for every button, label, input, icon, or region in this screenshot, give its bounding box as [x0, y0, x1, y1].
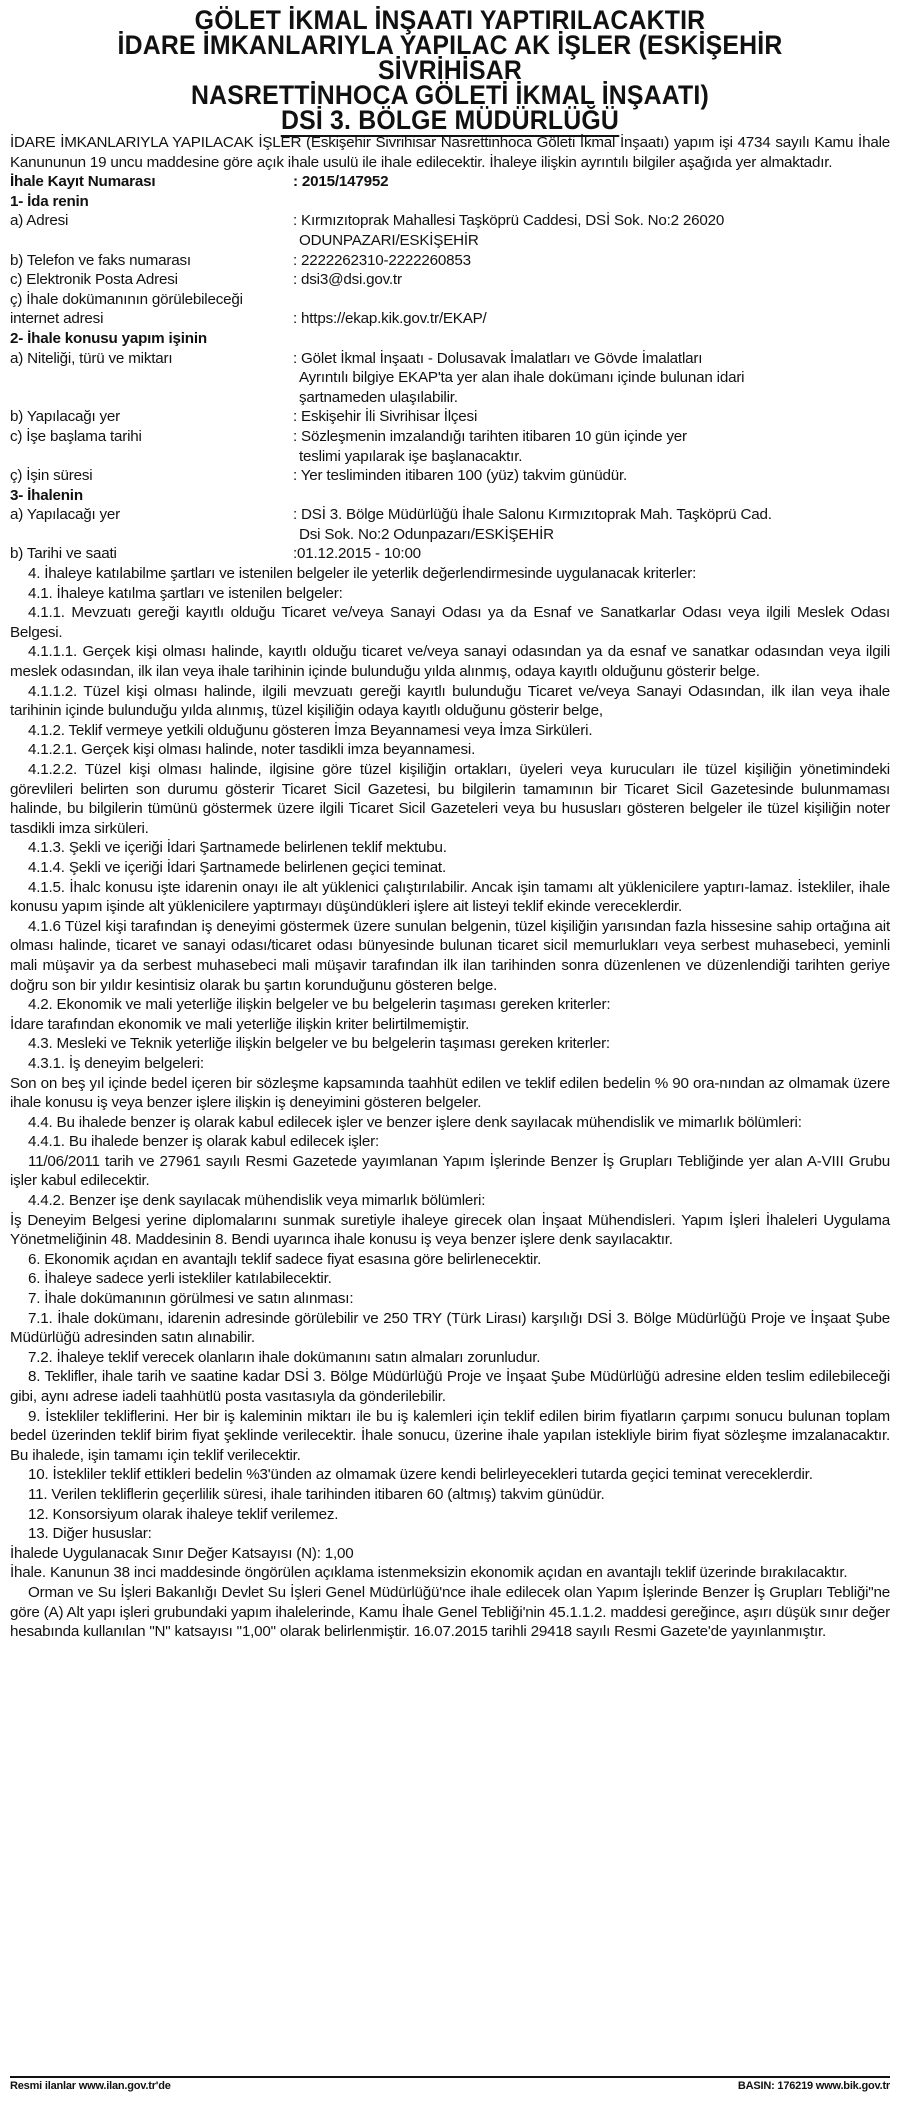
header-line-3: NASRETTİNHOCA GÖLETİ İKMAL İNŞAATI) [191, 80, 709, 110]
s3-a-value: : DSİ 3. Bölge Müdürlüğü İhale Salonu Kırmızıtoprak Mah. Taşköprü Cad. [293, 506, 772, 524]
para-4-3-1: 4.3.1. İş deneyim belgeleri: [28, 1054, 204, 1072]
para-4-4: 4.4. Bu ihalede benzer iş olarak kabul edilecek işler ve benzer işlere denk sayılacak mühendislik ve mimarlık bölümleri: [28, 1113, 802, 1131]
s3-a-label: a) Yapılacağı yer [10, 506, 121, 524]
s2-d-label: ç) İşin süresi [10, 467, 93, 485]
intro-paragraph: İDARE İMKANLARIYLA YAPILACAK İŞLER (Eskişehir Sivrihisar Nasrettinhoca Göleti İkmal İnşaatı) yapım işi 4734 sayılı Kamu İhale Kanununun 19 uncu maddesine göre açık ihale usulü ile ihale edilecektir. İhaleye ilişkin ayrıntılı bilgiler aşağıda yer almaktadır. [10, 134, 890, 171]
s2-a-label: a) Niteliği, türü ve miktarı [10, 349, 173, 367]
s2-a-cont-2: şartnameden ulaşılabilir. [299, 388, 458, 406]
s2-c-row [10, 427, 890, 447]
para-7-2: 7.2. İhaleye teklif verecek olanların ihale dokümanını satın almaları zorunludur. [28, 1348, 541, 1366]
para-4-1: 4.1. İhaleye katılma şartları ve istenilen belgeler: [28, 584, 343, 602]
header-line-4 [45, 105, 855, 135]
para-4-1-3: 4.1.3. Şekli ve içeriği İdari Şartnamede belirlenen teklif mektubu. [28, 839, 447, 857]
s2-d-row [10, 466, 890, 486]
ilan-header [10, 5, 890, 135]
para-4: 4. İhaleye katılabilme şartları ve istenilen belgeler ile yeterlik değerlendirmesinde uygulanacak kriterler: [28, 565, 697, 583]
s2-a-value: : Gölet İkmal İnşaatı - Dolusavak İmalatları ve Gövde İmalatları [293, 349, 703, 367]
footer-left: Resmi ilanlar www.ilan.gov.tr'de [10, 2080, 171, 2092]
para-9: 9. İstekliler tekliflerini. Her bir iş kaleminin miktarı ile bu iş kalemleri için teklif edilen birim fiyatların çarpımı sonucu bulunan toplam bedel üzerinden teklif birim fiyat şeklinde verilecektir. İhale sonucu, üzerine ihale yapılan istekliyle birim fiyat sözleşme imzalanacaktır. Bu ihalede, işin tamamı için teklif verilecektir. [10, 1407, 890, 1464]
para-7-1: 7.1. İhale dokümanı, idarenin adresinde görülebilir ve 250 TRY (Türk Lirası) karşılığı DSİ 3. Bölge Müdürlüğü Proje ve İnşaat Şube Müdürlüğü adresinden satın alınabilir. [10, 1309, 890, 1347]
para-8: 8. Teklifler, ihale tarih ve saatine kadar DSİ 3. Bölge Müdürlüğü Proje ve İnşaat Şube Müdürlüğü adresine elden teslim edilebileceği gibi, aynı adrese iadeli taahhütlü posta vasıtasıyla da gönderilebilir. [10, 1368, 890, 1405]
para-4-1-5: 4.1.5. İhalc konusu işte idarenin onayı ile alt yüklenici çalıştırılabilir. Ancak işin tamamı alt yüklenicilere yaptırı-lamaz. İstekliler, ihale konusu yapım işinde alt yüklenicilere yaptırmayı düşündükleri işlere ait listeyi teklif ekinde vereceklerdir. [10, 878, 890, 916]
s3-b-label: b) Tarihi ve saati [10, 545, 117, 563]
s2-b-label: b) Yapılacağı yer [10, 408, 121, 426]
s2-a-row [10, 349, 890, 369]
header-dsi-title: DSİ 3. BÖLGE MÜDÜRLÜĞÜ [280, 105, 620, 135]
para-4-1-1-2: 4.1.1.2. Tüzel kişi olması halinde, ilgili mevzuatı gereği kayıtlı bulunduğu Ticaret ve/veya Sanayi Odasından, ilk ilan veya ihale tarihinin içinde bulunduğu yılda alınmış, tüzel kişiliğin odaya kayıtlı olduğunu gösterir belge, [10, 682, 890, 720]
s3-a-cont: Dsi Sok. No:2 Odunpazarı/ESKİŞEHİR [299, 525, 554, 543]
para-5: 6. Ekonomik açıdan en avantajlı teklif sadece fiyat esasına göre belirlenecektir. [28, 1250, 542, 1268]
para-11: 11. Verilen tekliflerin geçerlilik süresi, ihale tarihinden itibaren 60 (altmış) takvim günüdür. [28, 1485, 605, 1503]
s1-adres-value: : Kırmızıtoprak Mahallesi Taşköprü Caddesi, DSİ Sok. No:2 26020 [293, 212, 725, 230]
para-4-1-2-2: 4.1.2.2. Tüzel kişi olması halinde, ilgisine göre tüzel kişiliğin ortakları, üyeleri veya kurucuları ile tüzel kişiliğin yönetimindeki görevlileri belirten son durumu gösterir Ticaret Sicil Gazetesi, bu bilgilerin tamamının bir Ticaret Sicil Gazetesinde bulunmaması halinde, bu bilgilerin tümünü göstermek üzere ilgili Ticaret Sicil Gazeteleri veya bu hususları gösteren belgeler ile tüzel kişiliğin noter tasdikli imza sirküleri. [10, 761, 890, 837]
s3-b-row [10, 544, 890, 564]
s2-a-cont-1: Ayrıntılı bilgiye EKAP'ta yer alan ihale dokümanı içinde bulunan idari [299, 369, 745, 387]
s1-tel-row [10, 251, 890, 271]
section-3-title: 3- İhalenin [10, 486, 83, 504]
s1-tel-label: b) Telefon ve faks numarası [10, 251, 191, 269]
para-4-3: 4.3. Mesleki ve Teknik yeterliğe ilişkin belgeler ve bu belgelerin taşıması gereken kriterler: [28, 1035, 610, 1053]
s1-mail-value: : dsi3@dsi.gov.tr [293, 271, 402, 289]
para-4-2-body: İdare tarafından ekonomik ve mali yeterliğe ilişkin kriter belirtilmemiştir. [10, 1015, 470, 1033]
ikn-value: : 2015/147952 [293, 173, 389, 191]
s3-a-row [10, 505, 890, 525]
para-7: 7. İhale dokümanının görülmesi ve satın alınması: [28, 1290, 354, 1308]
s1-mail-row [10, 270, 890, 290]
s1-adres-label: a) Adresi [10, 212, 69, 230]
para-4-1-1: 4.1.1. Mevzuatı gereği kayıtlı olduğu Ticaret ve/veya Sanayi Odası ya da Esnaf ve Sanatkarlar Odası veya ilgili Meslek Odası Belgesi. [10, 604, 890, 641]
para-4-1-2-1: 4.1.2.1. Gerçek kişi olması halinde, noter tasdikli imza beyannamesi. [28, 741, 476, 759]
s1-web-label: internet adresi [10, 310, 104, 328]
s2-c-cont: teslimi yapılarak işe başlanacaktır. [299, 447, 523, 465]
s2-b-row [10, 407, 890, 427]
s2-d-value: : Yer tesliminden itibaren 100 (yüz) takvim günüdür. [293, 467, 628, 485]
para-4-3-1-body: Son on beş yıl içinde bedel içeren bir sözleşme kapsamında taahhüt edilen ve teklif edilen bedelin % 90 ora-nından az olmamak üzere ihale konusu iş veya benzer işlere ilişkin iş deneyimini gösteren belgeler. [10, 1074, 890, 1112]
s1-web-value: : https://ekap.kik.gov.tr/EKAP/ [293, 310, 487, 328]
ikn-row [10, 172, 890, 192]
ilan-page [10, 5, 890, 2094]
s2-b-value: : Eskişehir İli Sivrihisar İlçesi [293, 408, 478, 426]
footer-right: BASIN: 176219 www.bik.gov.tr [737, 2080, 890, 2092]
ikn-label: İhale Kayıt Numarası [10, 173, 156, 191]
para-4-2: 4.2. Ekonomik ve mali yeterliğe ilişkin belgeler ve bu belgelerin taşıması gereken kriterler: [28, 996, 611, 1014]
para-12: 12. Konsorsiyum olarak ihaleye teklif verilemez. [28, 1505, 339, 1523]
header-line-1: GÖLET İKMAL İNŞAATI YAPTIRILACAKTIR [194, 5, 706, 35]
para-13-a: İhalede Uygulanacak Sınır Değer Katsayısı (N): 1,00 [10, 1544, 354, 1562]
s1-web-row [10, 309, 890, 329]
para-4-1-1-1: 4.1.1.1. Gerçek kişi olması halinde, kayıtlı olduğu ticaret ve/veya sanayi odasından ya da esnaf ve sanatkar odasından veya ilgili meslek odasından, ilk ilan veya ihale tarihinin içinde bulunduğu yılda alınmış, odaya kayıtlı olduğunu gösterir belge. [10, 643, 890, 681]
s3-b-value: :01.12.2015 - 10:00 [293, 545, 421, 563]
s1-tel-value: : 2222262310-2222260853 [293, 251, 471, 269]
para-4-4-1-body: 11/06/2011 tarih ve 27961 sayılı Resmi Gazetede yayımlanan Yapım İşlerinde Benzer İş Grupları Tebliğinde yer alan A-VIII Grubu işler kabul edilecektir. [10, 1152, 890, 1190]
para-4-4-2: 4.4.2. Benzer işe denk sayılacak mühendislik veya mimarlık bölümleri: [28, 1192, 486, 1210]
section-2-title: 2- İhale konusu yapım işinin [10, 329, 207, 347]
para-6: 6. İhaleye sadece yerli istekliler katılabilecektir. [28, 1270, 332, 1288]
section-1-title: 1- İda renin [10, 192, 89, 210]
para-13: 13. Diğer hususlar: [28, 1525, 152, 1543]
para-4-4-1: 4.4.1. Bu ihalede benzer iş olarak kabul edilecek işler: [28, 1133, 379, 1151]
para-4-1-6: 4.1.6 Tüzel kişi tarafından iş deneyimi göstermek üzere sunulan belgenin, tüzel kişiliğin yarısından fazla hissesine sahip ortağına ait olması halinde, ticaret ve sanayi odası/ticaret odası bünyesinde bulunan ticaret sicil memurlukları veya serbest muhasebeci, yeminli mali müşavir ya da serbest muhasebeci mali müşavir tarafından ilk ilan tarihinden sonra düzenlenen ve düzenlendiği tarihten geriye doğru son bir yıldır kesintisiz olarak bu şartın korunduğunu gösteren belge. [10, 917, 890, 994]
header-line-2: İDARE İMKANLARIYLA YAPILAC AK İŞLER (ESKİŞEHİR SİVRİHİSAR [117, 30, 783, 85]
s1-mail-label: c) Elektronik Posta Adresi [10, 271, 178, 289]
para-4-1-2: 4.1.2. Teklif vermeye yetkili olduğunu gösteren İmza Beyannamesi veya İmza Sirküleri. [28, 721, 593, 739]
para-10: 10. İstekliler teklif ettikleri bedelin %3'ünden az olmamak üzere kendi belirleyecekleri tutarda geçici teminat vereceklerdir. [28, 1466, 813, 1484]
para-4-4-2-body: İş Deneyim Belgesi yerine diplomalarını sunmak suretiyle ihaleye girecek olan İnşaat Mühendisleri. Yapım İşleri İhaleleri Uygulama Yönetmeliğinin 48. Maddesinin 8. Bendi uyarınca ihale konusu iş veya benzer işlere denk sayılacaktır. [10, 1211, 890, 1249]
para-4-1-4: 4.1.4. Şekli ve içeriği İdari Şartnamede belirlenen geçici teminat. [28, 858, 446, 876]
s1-adres-cont: ODUNPAZARI/ESKİŞEHİR [299, 231, 479, 249]
page-footer [10, 2076, 890, 2094]
s1-dok-label: ç) İhale dokümanının görülebileceği [10, 290, 243, 308]
s2-c-label: c) İşe başlama tarihi [10, 427, 142, 445]
para-13-b: İhale. Kanunun 38 inci maddesinde öngörülen açıklama istenmeksizin ekonomik açıdan en avantajlı teklif üzerinde bırakılacaktır. [10, 1564, 848, 1582]
s1-adres-row [10, 211, 890, 231]
para-13-c: Orman ve Su İşleri Bakanlığı Devlet Su İşleri Genel Müdürlüğü'nce ihale edilecek olan Yapım İşlerinde Benzer İş Grupları Tebliği"ne göre (A) Alt yapı işleri grubundaki yapım ihalelerinde, Kamu İhale Genel Tebliği'nin 45.1.1.2. maddesi gereğince, aşırı düşük sınır değer hesabında kullanılan "N" katsayısı "1,00" olarak belirlenmiştir. 16.07.2015 tarihli 29418 sayılı Resmi Gazete'de yayınlanmıştır. [10, 1583, 890, 1641]
s2-c-value: : Sözleşmenin imzalandığı tarihten itibaren 10 gün içinde yer [293, 427, 687, 445]
